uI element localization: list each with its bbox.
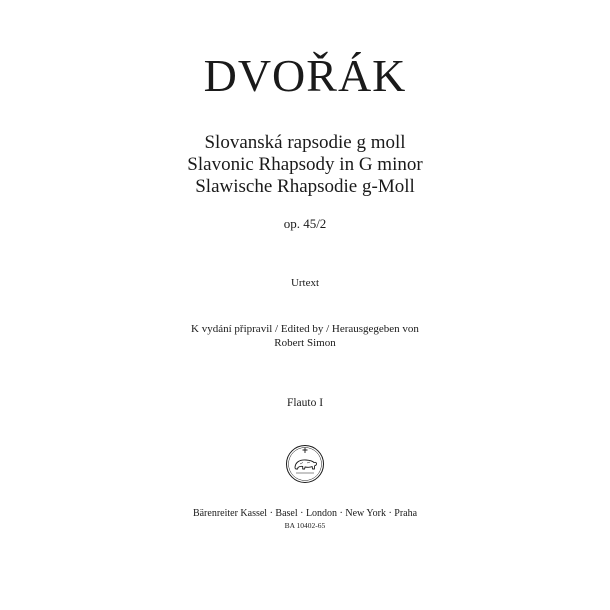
catalog-number: BA 10402-65	[284, 521, 326, 530]
title-english: Slavonic Rhapsody in G minor	[187, 154, 423, 175]
opus-number: op. 45/2	[283, 216, 327, 231]
composer-name: DVOŘÁK	[203, 50, 407, 101]
baerenreiter-bear-logo-icon	[285, 444, 325, 484]
title-german: Slawische Rhapsodie g-Moll	[195, 176, 415, 197]
editor-credit: K vydání připravil / Edited by / Herausgegeben von	[191, 323, 419, 335]
title-czech: Slovanská rapsodie g moll	[204, 132, 406, 153]
publisher-line: Bärenreiter Kassel · Basel · London · New York · Praha	[192, 508, 418, 519]
part-name: Flauto I	[286, 397, 324, 409]
editor-name: Robert Simon	[274, 337, 336, 349]
edition-type: Urtext	[290, 277, 320, 289]
